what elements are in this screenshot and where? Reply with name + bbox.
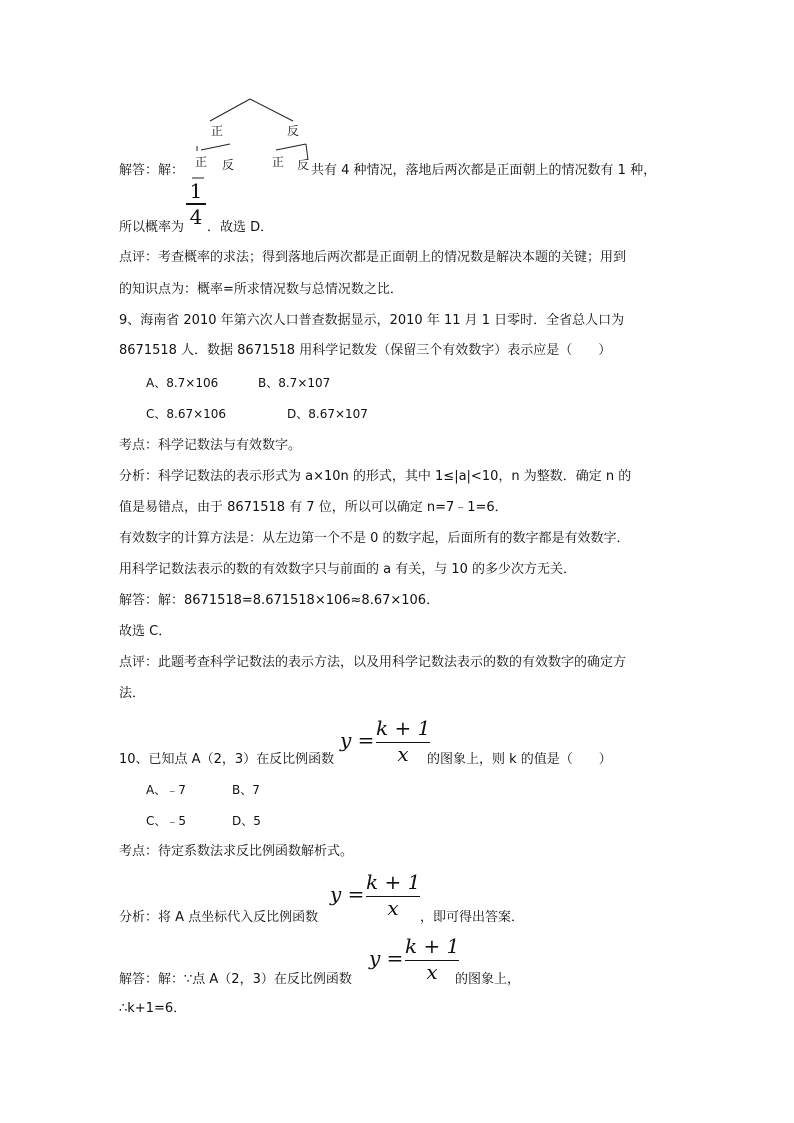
tree-leaf-heads-tails: 反	[222, 158, 235, 172]
q10-option-a: A、﹣7	[146, 783, 186, 797]
q10-analysis-prefix: 分析：将 A 点坐标代入反比例函数	[119, 910, 319, 925]
q9-comment-line1: 点评：此题考查科学记数法的表示方法，以及用科学记数法表示的数的有效数字的确定方	[119, 655, 627, 670]
tree-node-tails: 反	[287, 124, 300, 138]
q8-answer-text: 共有 4 种情况，落地后两次都是正面朝上的情况数有 1 种，	[311, 163, 657, 178]
q9-stem-line1: 9、海南省 2010 年第六次人口普查数据显示，2010 年 11 月 1 日零时．全省总人口为	[119, 313, 625, 328]
q9-kaodian: 考点：科学记数法与有效数字。	[119, 438, 302, 453]
q9-option-c: C、8.67×106	[146, 407, 227, 421]
tree-leaf-tails-heads: 正	[272, 155, 285, 169]
q8-probability-fraction	[186, 180, 206, 228]
q9-option-a: A、8.7×106	[146, 376, 219, 390]
q8-comment-line2: 的知识点为：概率=所求情况数与总情况数之比．	[119, 282, 403, 297]
fraction-numerator: 1	[189, 179, 203, 203]
q10-analysis-suffix: ，即可得出答案．	[420, 910, 525, 925]
q9-option-b: B、8.7×107	[258, 376, 331, 390]
q10-answer-suffix: 的图象上，	[455, 972, 521, 987]
q10-kaodian: 考点：待定系数法求反比例函数解析式。	[119, 844, 354, 859]
q10-option-b: B、7	[232, 783, 260, 797]
q10-answer-prefix: 解答：解：∵点 A（2，3）在反比例函数	[119, 972, 352, 987]
tree-node-heads: 正	[211, 124, 224, 138]
formula-numerator: k + 1	[405, 934, 460, 958]
formula-denominator: x	[426, 960, 438, 984]
q9-answer-line2: 故选 C．	[119, 624, 172, 639]
fraction-denominator: 4	[189, 204, 203, 229]
q9-analysis-line4: 用科学记数法表示的数的有效数字只与前面的 a 有关，与 10 的多少次方无关．	[119, 562, 577, 577]
tree-lines	[0, 0, 794, 180]
q9-comment-line2: 法．	[119, 686, 146, 701]
formula-numerator: k + 1	[366, 870, 421, 894]
formula-lhs: y =	[340, 728, 375, 752]
formula-numerator: k + 1	[376, 716, 431, 740]
q10-analysis-formula	[330, 870, 420, 922]
q9-analysis-line1: 分析：科学记数法的表示形式为 a×10n 的形式，其中 1≤|a|<10，n 为整数．确定 n 的	[119, 469, 632, 484]
q9-answer-line1: 解答：解：8671518=8.671518×106≈8.67×106．	[119, 593, 440, 608]
formula-lhs: y =	[330, 882, 365, 906]
q9-analysis-line2: 值是易错点，由于 8671518 有 7 位，所以可以确定 n=7﹣1=6．	[119, 500, 508, 515]
q8-prob-suffix: ．故选 D．	[207, 220, 274, 235]
q8-comment-line1: 点评：考查概率的求法；得到落地后两次都是正面朝上的情况数是解决本题的关键；用到	[119, 250, 627, 265]
q10-answer-formula	[369, 934, 459, 986]
formula-lhs: y =	[369, 946, 404, 970]
q10-answer-line2: ∴k+1=6．	[119, 1001, 187, 1016]
q10-stem-suffix: 的图象上，则 k 的值是（ ）	[427, 752, 612, 767]
tree-leaf-tails-tails: 反	[297, 158, 310, 172]
formula-denominator: x	[397, 742, 409, 766]
q9-stem-line2: 8671518 人．数据 8671518 用科学记数发（保留三个有效数字）表示应是（ ）	[119, 343, 612, 358]
q8-answer-prefix: 解答：解：	[119, 163, 185, 178]
formula-denominator: x	[387, 896, 399, 920]
q8-prob-prefix: 所以概率为	[119, 220, 185, 235]
q10-option-d: D、5	[232, 814, 261, 828]
q10-formula	[340, 716, 430, 768]
tree-leaf-heads-heads: 正	[195, 155, 208, 169]
q10-option-c: C、﹣5	[146, 814, 187, 828]
q10-stem-prefix: 10、已知点 A（2，3）在反比例函数	[119, 752, 335, 767]
q9-option-d: D、8.67×107	[287, 407, 368, 421]
q9-analysis-line3: 有效数字的计算方法是：从左边第一个不是 0 的数字起，后面所有的数字都是有效数字．	[119, 531, 630, 546]
